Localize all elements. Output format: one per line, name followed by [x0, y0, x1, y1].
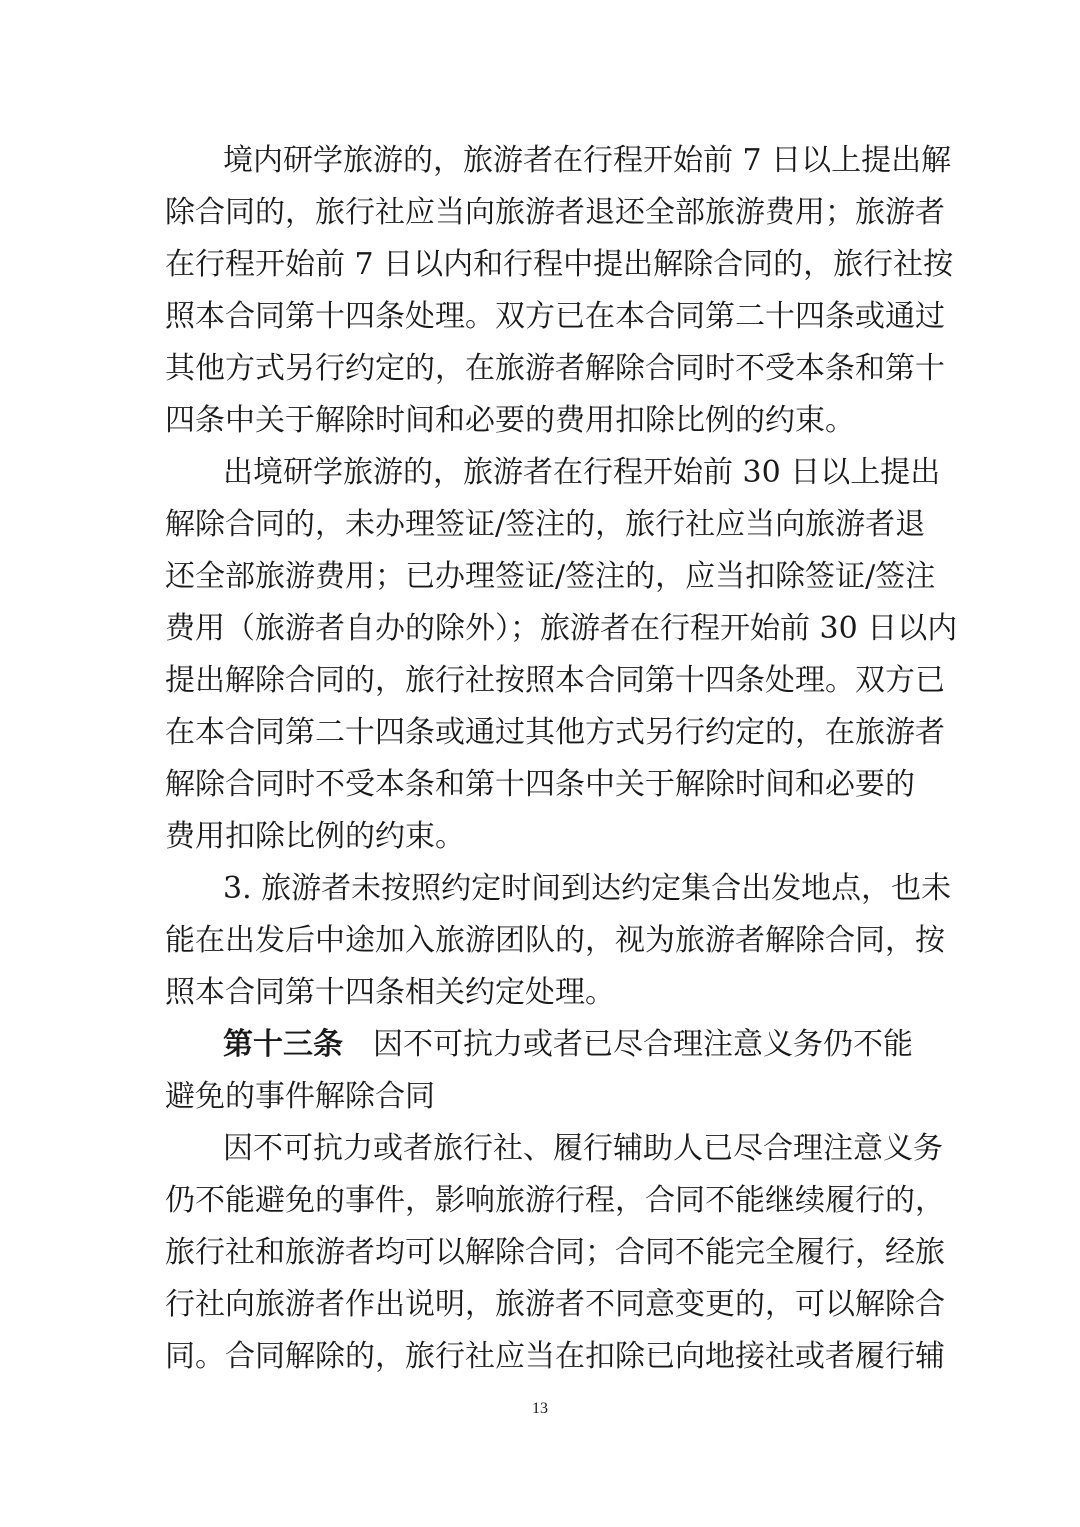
paragraph-line: 除合同的，旅行社应当向旅游者退还全部旅游费用；旅游者	[165, 195, 945, 230]
paragraph-line: 3. 旅游者未按照约定时间到达约定集合出发地点，也未	[223, 871, 952, 906]
paragraph-line: 照本合同第十四条处理。双方已在本合同第二十四条或通过	[165, 299, 945, 334]
paragraph-line: 旅行社和旅游者均可以解除合同；合同不能完全履行，经旅	[165, 1235, 945, 1270]
paragraph-line: 费用扣除比例的约束。	[165, 819, 465, 854]
paragraph-line: 解除合同的，未办理签证/签注的，旅行社应当向旅游者退	[165, 507, 926, 542]
paragraph-line: 在行程开始前 7 日以内和行程中提出解除合同的，旅行社按	[165, 247, 954, 282]
paragraph-line: 同。合同解除的，旅行社应当在扣除已向地接社或者履行辅	[165, 1339, 945, 1374]
paragraph-line: 费用（旅游者自办的除外）；旅游者在行程开始前 30 日以内	[165, 611, 958, 646]
paragraph-line: 因不可抗力或者旅行社、履行辅助人已尽合理注意义务	[223, 1131, 943, 1166]
paragraph-line: 仍不能避免的事件，影响旅游行程，合同不能继续履行的，	[165, 1183, 945, 1218]
article-number: 第十三条	[223, 1027, 343, 1062]
paragraph-line: 四条中关于解除时间和必要的费用扣除比例的约束。	[165, 403, 855, 438]
paragraph-line: 解除合同时不受本条和第十四条中关于解除时间和必要的	[165, 767, 915, 802]
page-number: 13	[532, 1400, 548, 1417]
article-title-continuation: 避免的事件解除合同	[165, 1079, 435, 1114]
paragraph-line: 能在出发后中途加入旅游团队的，视为旅游者解除合同，按	[165, 923, 945, 958]
paragraph-line: 还全部旅游费用；已办理签证/签注的，应当扣除签证/签注	[165, 559, 936, 594]
body-text	[165, 135, 958, 1383]
paragraph-line: 出境研学旅游的，旅游者在行程开始前 30 日以上提出	[223, 455, 941, 490]
article-heading	[165, 1019, 913, 1071]
article-title: 因不可抗力或者已尽合理注意义务仍不能	[373, 1027, 913, 1062]
paragraph-line: 行社向旅游者作出说明，旅游者不同意变更的，可以解除合	[165, 1287, 945, 1322]
paragraph-line: 在本合同第二十四条或通过其他方式另行约定的，在旅游者	[165, 715, 945, 750]
paragraph-line: 提出解除合同的，旅行社按照本合同第十四条处理。双方已	[165, 663, 945, 698]
paragraph-line: 境内研学旅游的，旅游者在行程开始前 7 日以上提出解	[223, 143, 952, 178]
paragraph-line: 照本合同第十四条相关约定处理。	[165, 975, 615, 1010]
paragraph-line: 其他方式另行约定的，在旅游者解除合同时不受本条和第十	[165, 351, 945, 386]
